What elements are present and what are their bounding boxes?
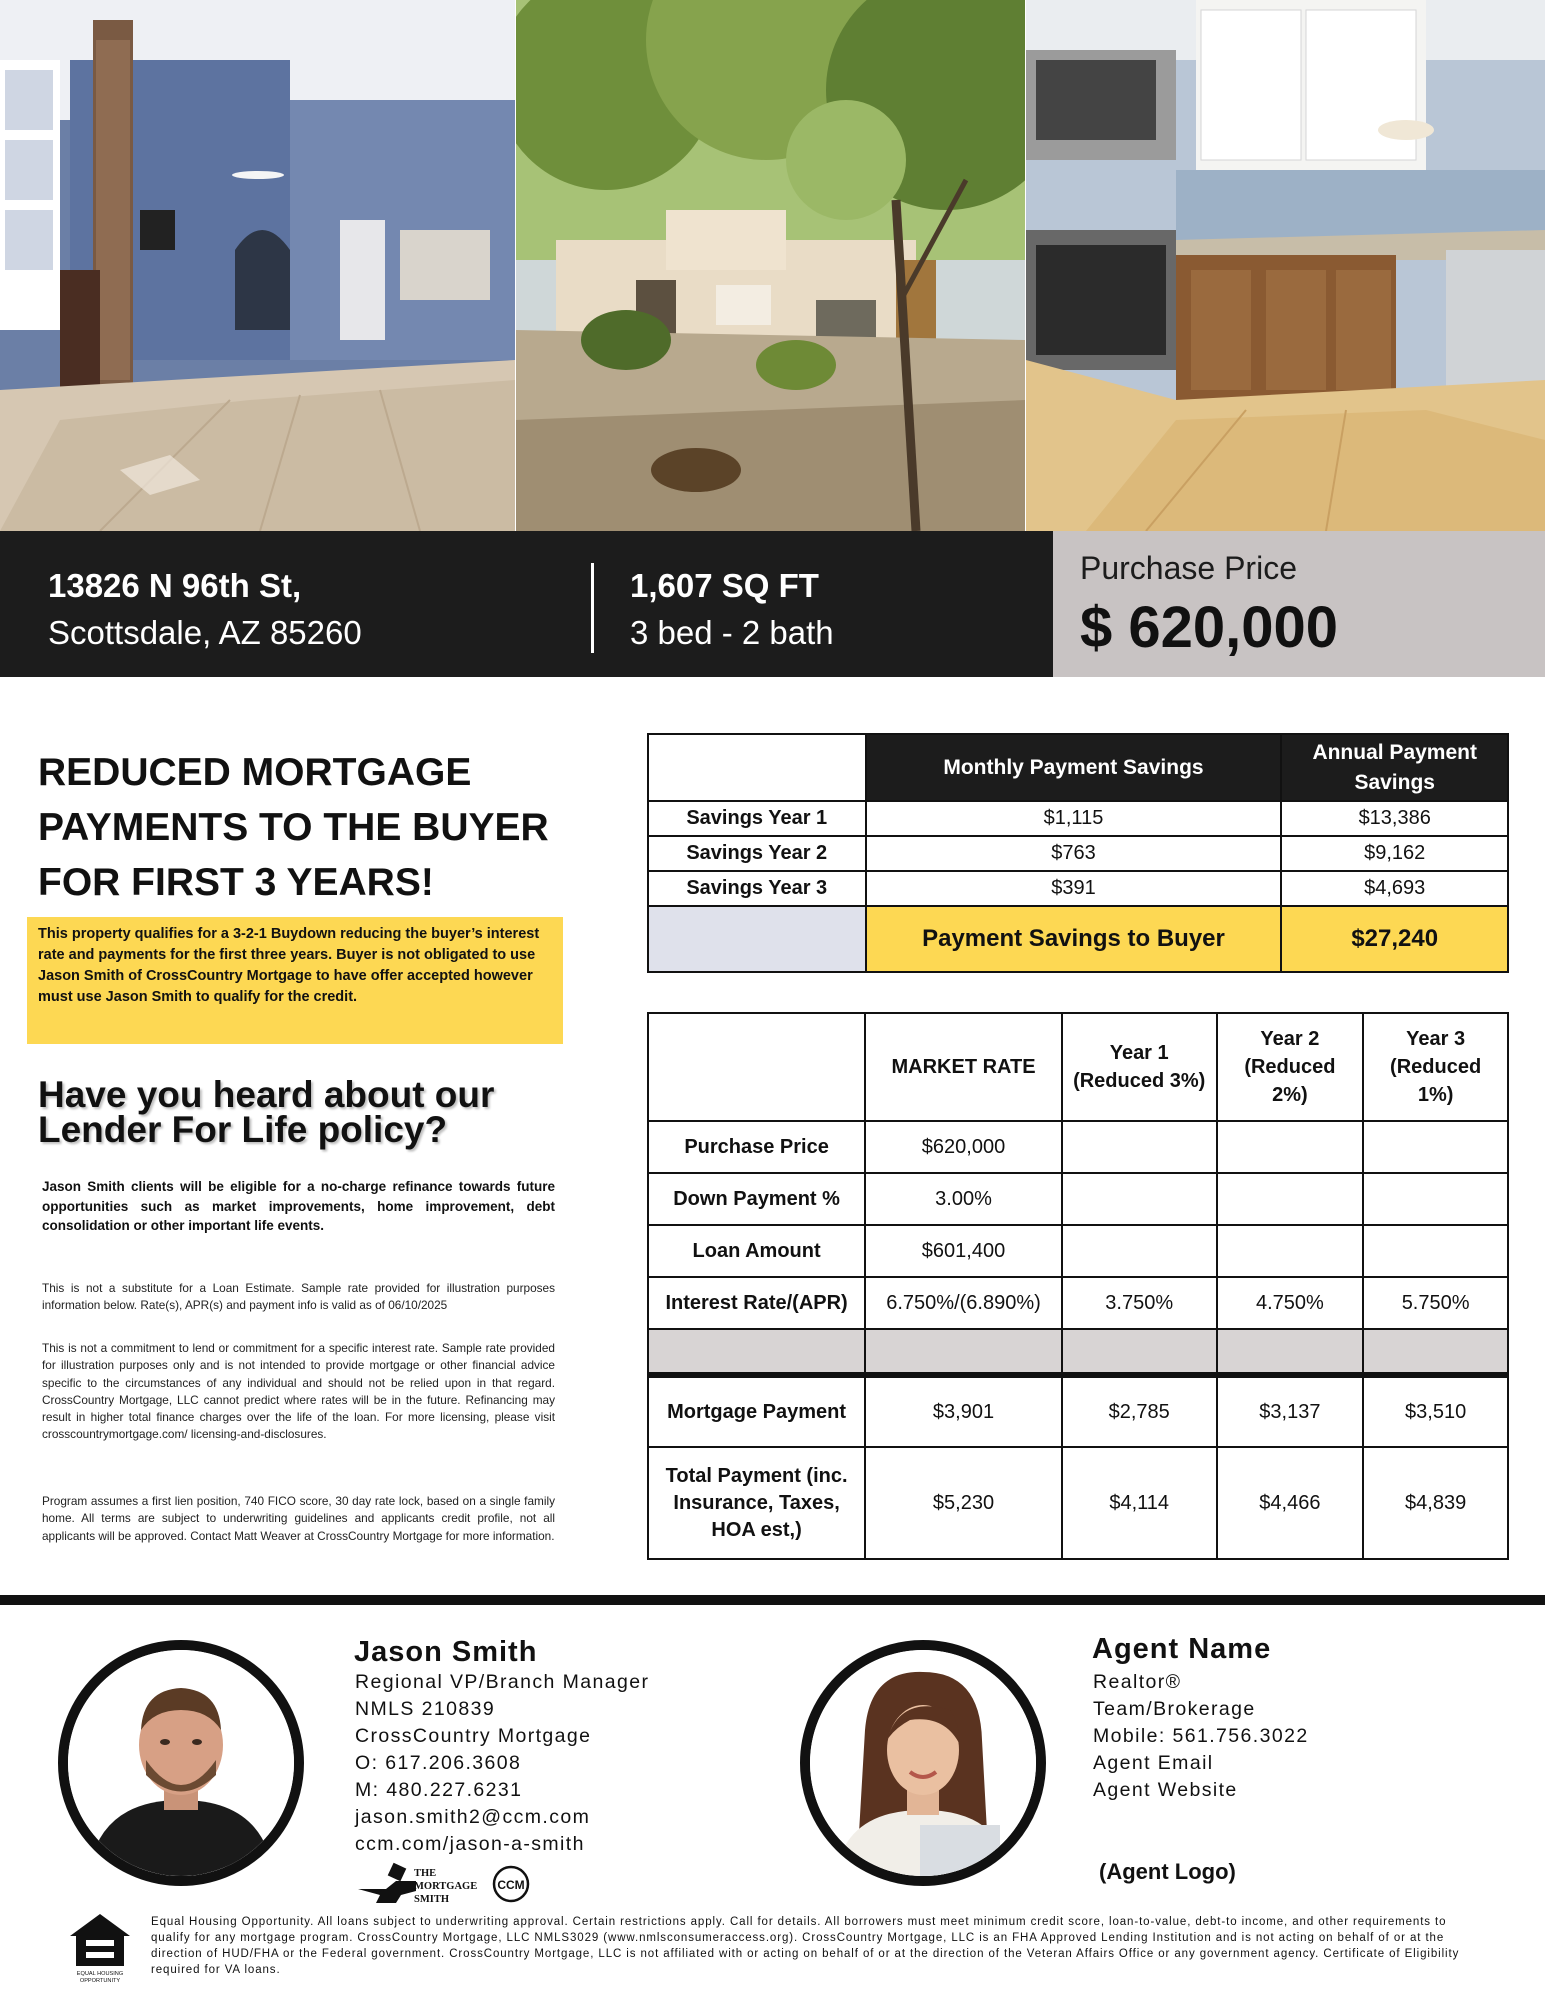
table-row — [648, 1225, 1508, 1277]
price-value: $ 620,000 — [1080, 595, 1339, 660]
ehl-label-1: EQUAL HOUSING — [76, 1971, 124, 1977]
brand-line-2: MORTGAGE — [414, 1881, 478, 1892]
cell-value — [1363, 1173, 1508, 1225]
rate-header-row — [648, 1013, 1508, 1121]
loan-officer-website[interactable]: ccm.com/jason-a-smith — [355, 1833, 585, 1855]
table-row — [648, 1447, 1508, 1559]
row-label: Savings Year 2 — [648, 836, 866, 871]
spacer-cell — [865, 1329, 1062, 1375]
ehl-label-2: OPPORTUNITY — [79, 1978, 121, 1984]
cell-value: $4,114 — [1062, 1447, 1217, 1559]
cell-value — [1062, 1121, 1217, 1173]
cell-value: $620,000 — [865, 1121, 1062, 1173]
row-label: Purchase Price — [648, 1121, 865, 1173]
cell-value — [1217, 1121, 1364, 1173]
loan-officer-photo — [58, 1640, 304, 1886]
annual-value: $4,693 — [1281, 871, 1508, 906]
loan-officer-email[interactable]: jason.smith2@ccm.com — [355, 1806, 591, 1828]
cell-value — [1062, 1225, 1217, 1277]
agent-contact — [1093, 1669, 1309, 1804]
cell-value: $601,400 — [865, 1225, 1062, 1277]
exterior-yard-photo — [516, 0, 1025, 531]
row-label: Down Payment % — [648, 1173, 865, 1225]
agent-email[interactable]: Agent Email — [1093, 1752, 1214, 1774]
savings-corner-cell — [648, 734, 866, 801]
address-line1: 13826 N 96th St, — [48, 567, 302, 604]
table-row — [648, 801, 1508, 836]
loan-officer-company: CrossCountry Mortgage — [355, 1725, 592, 1747]
anvil-icon — [358, 1881, 416, 1903]
cell-value: $4,466 — [1217, 1447, 1364, 1559]
brand-line-1: THE — [414, 1868, 437, 1879]
ccm-mark: CCM — [497, 1878, 525, 1892]
fine-print-program: Program assumes a first lien position, 740 FICO score, 30 day rate lock, based on a single family home. All terms are subject to underwriting guidelines and applicants credit profile, not all applicants will be approved. Contact Matt Weaver at CrossCountry Mortgage for more information. — [42, 1494, 555, 1543]
loan-officer-name: Jason Smith — [354, 1636, 538, 1668]
equal-housing-icon — [68, 1912, 132, 1984]
row-label: Savings Year 3 — [648, 871, 866, 906]
table-row — [648, 1173, 1508, 1225]
col-annual-savings: Annual Payment Savings — [1281, 734, 1508, 801]
spacer-cell — [1217, 1329, 1364, 1375]
agent-mobile[interactable]: Mobile: 561.756.3022 — [1093, 1725, 1309, 1747]
mortgage-smith-logo — [356, 1859, 531, 1909]
agent-brokerage: Team/Brokerage — [1093, 1698, 1256, 1720]
footer-divider — [0, 1595, 1545, 1605]
col-year-1: Year 1 (Reduced 3%) — [1062, 1013, 1217, 1121]
agent-website[interactable]: Agent Website — [1093, 1779, 1238, 1801]
lender-for-life-title: Have you heard about our Lender For Life policy? — [38, 1074, 495, 1150]
fine-print-commitment: This is not a commitment to lend or commitment for a specific interest rate. Sample rate provided for illustration purposes only and is not intended to provide mortgage or other financial advice specific to the circumstances of any individual and should not be relied upon in that regard. CrossCountry Mortgage, LLC cannot predict where rates will be in the future. Refinancing may result in higher total finance charges over the life of the loan. For more licensing, please visit crosscountrymortgage.com/ licensing-and-disclosures. — [42, 1341, 555, 1442]
col-year-3: Year 3 (Reduced 1%) — [1363, 1013, 1508, 1121]
table-row — [648, 871, 1508, 906]
annual-value: $13,386 — [1281, 801, 1508, 836]
savings-total-row — [648, 906, 1508, 972]
agent-title: Realtor® — [1093, 1671, 1182, 1693]
agent-name: Agent Name — [1092, 1633, 1272, 1665]
square-footage: 1,607 SQ FT — [630, 567, 819, 604]
kitchen-photo — [1026, 0, 1545, 531]
fine-print-estimate: This is not a substitute for a Loan Estimate. Sample rate provided for illustration purposes information below. Rate(s), APR(s) and payment info is valid as of 06/10/2025 — [42, 1281, 555, 1313]
lender-for-life-text: Jason Smith clients will be eligible for a no-charge refinance towards future opportunities such as market improvements, home improvement, debt consolidation or other important life events. — [42, 1179, 555, 1233]
cell-value — [1217, 1173, 1364, 1225]
monthly-value: $1,115 — [866, 801, 1282, 836]
cell-value: $4,839 — [1363, 1447, 1508, 1559]
cell-value — [1217, 1225, 1364, 1277]
row-label: Mortgage Payment — [648, 1375, 865, 1447]
cell-value: $3,137 — [1217, 1375, 1364, 1447]
spacer-cell — [648, 1329, 865, 1375]
monthly-value: $391 — [866, 871, 1282, 906]
total-blank-cell — [648, 906, 866, 972]
table-row — [648, 836, 1508, 871]
table-row — [648, 1375, 1508, 1447]
address-line2: Scottsdale, AZ 85260 — [48, 614, 362, 651]
cell-value: $3,901 — [865, 1375, 1062, 1447]
cell-value: $2,785 — [1062, 1375, 1217, 1447]
agent-photo — [800, 1640, 1046, 1886]
band-divider — [591, 563, 594, 653]
rate-corner-cell — [648, 1013, 865, 1121]
loan-officer-mobile-phone[interactable]: M: 480.227.6231 — [355, 1779, 523, 1801]
living-room-photo — [0, 0, 515, 531]
cell-value: $5,230 — [865, 1447, 1062, 1559]
spacer-row — [648, 1329, 1508, 1375]
col-year-2: Year 2 (Reduced 2%) — [1217, 1013, 1364, 1121]
row-label: Loan Amount — [648, 1225, 865, 1277]
col-monthly-savings: Monthly Payment Savings — [866, 734, 1282, 801]
annual-value: $9,162 — [1281, 836, 1508, 871]
savings-table — [647, 733, 1509, 973]
loan-officer-nmls: NMLS 210839 — [355, 1698, 496, 1720]
buydown-note: This property qualifies for a 3-2-1 Buydown reducing the buyer’s interest rate and payments for the first three years. Buyer is not obligated to use Jason Smith of CrossCountry Mortgage to have offer accepted however must use Jason Smith to qualify for the credit. — [27, 917, 563, 1044]
beds-baths: 3 bed - 2 bath — [630, 614, 834, 651]
row-label: Interest Rate/(APR) — [648, 1277, 865, 1329]
total-label: Payment Savings to Buyer — [866, 906, 1282, 972]
spacer-cell — [1363, 1329, 1508, 1375]
cell-value: 3.00% — [865, 1173, 1062, 1225]
cell-value: 5.750% — [1363, 1277, 1508, 1329]
cell-value: $3,510 — [1363, 1375, 1508, 1447]
cell-value — [1363, 1121, 1508, 1173]
legal-disclaimer: Equal Housing Opportunity. All loans subject to underwriting approval. Certain restrictions apply. Call for details. All borrowers must meet minimum credit score, loan-to-value, debt-to income, and other requirements to qualify for any mortgage program. CrossCountry Mortgage, LLC NMLS3029 (www.nmlsconsumeraccess.org). CrossCountry Mortgage, LLC is an FHA Approved Lending Institution and is not acting on behalf of or at the direction of HUD/FHA or the Federal government. CrossCountry Mortgage, LLC is not affiliated with or acting on behalf of or at the direction of the Veteran Affairs Office or any government agency. Certificate of Eligibility required for VA loans. — [151, 1916, 1460, 1976]
table-row — [648, 1121, 1508, 1173]
agent-logo-placeholder: (Agent Logo) — [1099, 1859, 1236, 1884]
brand-line-3: SMITH — [414, 1894, 450, 1905]
cell-value — [1363, 1225, 1508, 1277]
loan-officer-contact — [355, 1669, 649, 1858]
row-label: Savings Year 1 — [648, 801, 866, 836]
col-market-rate: MARKET RATE — [865, 1013, 1062, 1121]
cell-value: 6.750%/(6.890%) — [865, 1277, 1062, 1329]
cell-value — [1062, 1173, 1217, 1225]
loan-officer-title: Regional VP/Branch Manager — [355, 1671, 650, 1693]
row-label: Total Payment (inc. Insurance, Taxes, HOA est,) — [648, 1447, 865, 1559]
rate-comparison-table — [647, 1012, 1509, 1560]
savings-header-row — [648, 734, 1508, 801]
monthly-value: $763 — [866, 836, 1282, 871]
cell-value: 4.750% — [1217, 1277, 1364, 1329]
hammer-icon — [388, 1863, 407, 1882]
price-label: Purchase Price — [1080, 550, 1297, 586]
spacer-cell — [1062, 1329, 1217, 1375]
loan-officer-office-phone[interactable]: O: 617.206.3608 — [355, 1752, 522, 1774]
table-row — [648, 1277, 1508, 1329]
total-value: $27,240 — [1281, 906, 1508, 972]
cell-value: 3.750% — [1062, 1277, 1217, 1329]
headline: REDUCED MORTGAGE PAYMENTS TO THE BUYER FOR FIRST 3 YEARS! — [38, 751, 549, 904]
